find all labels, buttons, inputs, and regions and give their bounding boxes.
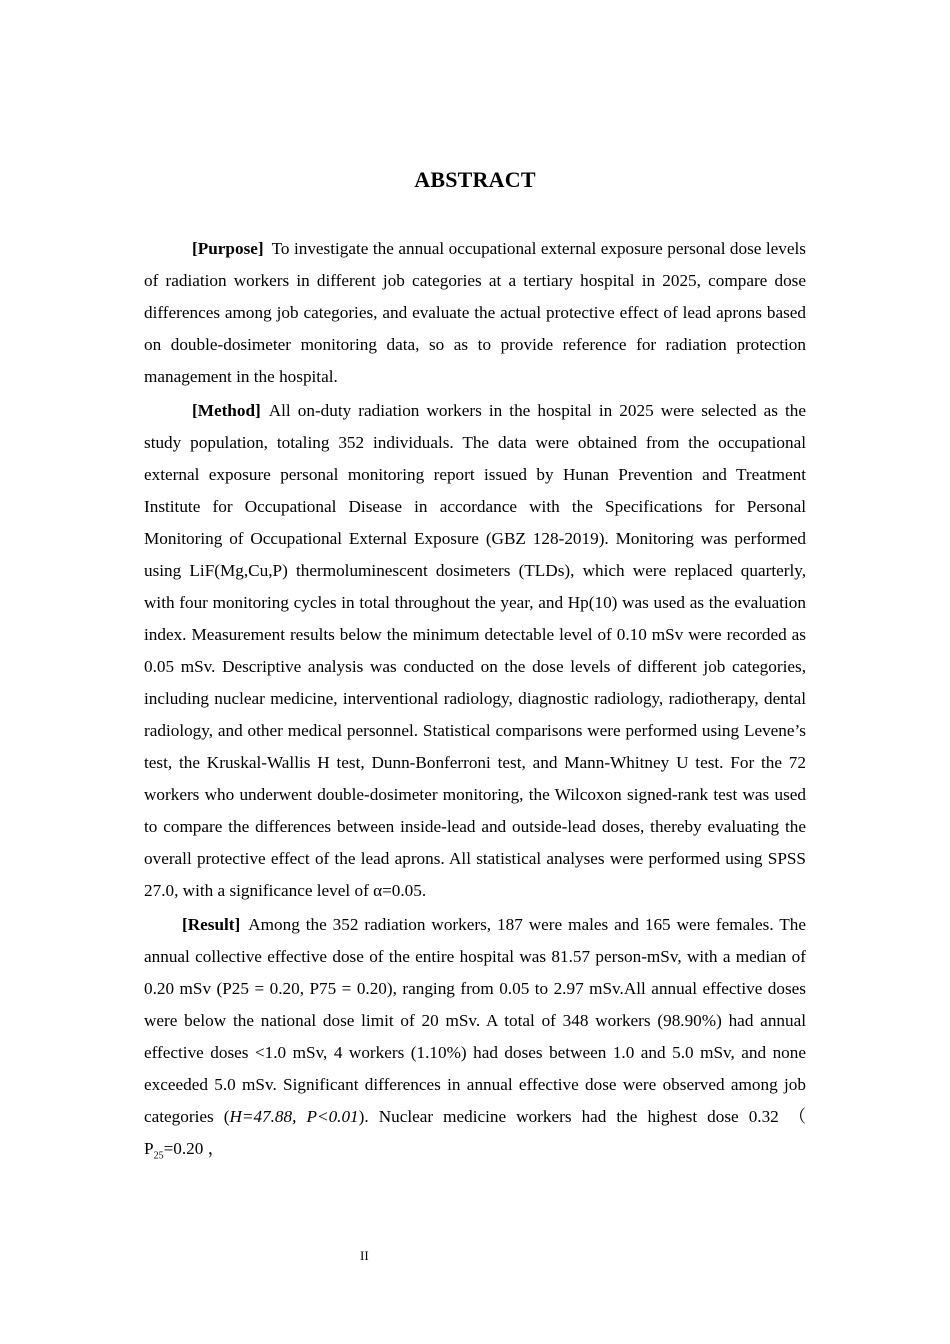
purpose-text: To investigate the annual occupational external exposure personal dose levels of radiation workers in different job categories at a tertiary hospital in 2025, compare dose differences among job categories, and evaluate the actual protective effect of lead aprons based on double-dosimeter monitoring data, so as to provide reference for radiation protection management in the hospital. [144,239,806,386]
result-stat-p: P<0.01 [306,1107,359,1126]
result-text-part2: ). Nuclear medicine workers had the highest dose 0.32 （ P [144,1107,807,1158]
page-number: II [360,1248,369,1263]
method-text: All on-duty radiation workers in the hospital in 2025 were selected as the study population, totaling 352 individuals. The data were obtained from the occupational external exposure personal monitoring report issued by Hunan Prevention and Treatment Institute for Occupational Disease in accordance with the Specifications for Personal Monitoring of Occupational External Exposure (GBZ 128-2019). Monitoring was performed using LiF(Mg,Cu,P) thermoluminescent dosimeters (TLDs), which were replaced quarterly, with four monitoring cycles in total throughout the year, and Hp(10) was used as the evaluation index. Measurement results below the minimum detectable level of 0.10 mSv were recorded as 0.05 mSv. Descriptive analysis was conducted on the dose levels of different job categories, including nuclear medicine, interventional radiology, diagnostic radiology, radiotherapy, dental radiology, and other medical personnel. Statistical comparisons were performed using Levene’s test, the Kruskal-Wallis H test, Dunn-Bonferroni test, and Mann-Whitney U test. For the 72 workers who underwent double-dosimeter monitoring, the Wilcoxon signed-rank test was used to compare the differences between inside-lead and outside-lead doses, thereby evaluating the overall protective effect of the lead aprons. All statistical analyses were performed using SPSS 27.0, with a significance level of α=0.05. [144,401,806,900]
result-paragraph [144,909,806,1165]
method-label: [Method] [192,401,261,420]
result-text-part3: =0.20 ， [163,1139,225,1158]
abstract-title: ABSTRACT [414,167,536,192]
purpose-label: [Purpose] [192,239,264,258]
result-label: [Result] [182,915,241,934]
result-text-part1: Among the 352 radiation workers, 187 were males and 165 were females. The annual collective effective dose of the entire hospital was 81.57 person-mSv, with a median of 0.20 mSv (P25 = 0.20, P75 = 0.20), ranging from 0.05 to 2.97 mSv.All annual effective doses were below the national dose limit of 20 mSv. A total of 348 workers (98.90%) had annual effective doses <1.0 mSv, 4 workers (1.10%) had doses between 1.0 and 5.0 mSv, and none exceeded 5.0 mSv. Significant differences in annual effective dose were observed among job categories ( [144,915,806,1126]
purpose-paragraph [144,233,806,393]
result-stat-h: H=47.88, [229,1107,297,1126]
method-paragraph [144,395,806,907]
result-subscript: 25 [153,1150,164,1162]
abstract-body [144,233,806,1167]
